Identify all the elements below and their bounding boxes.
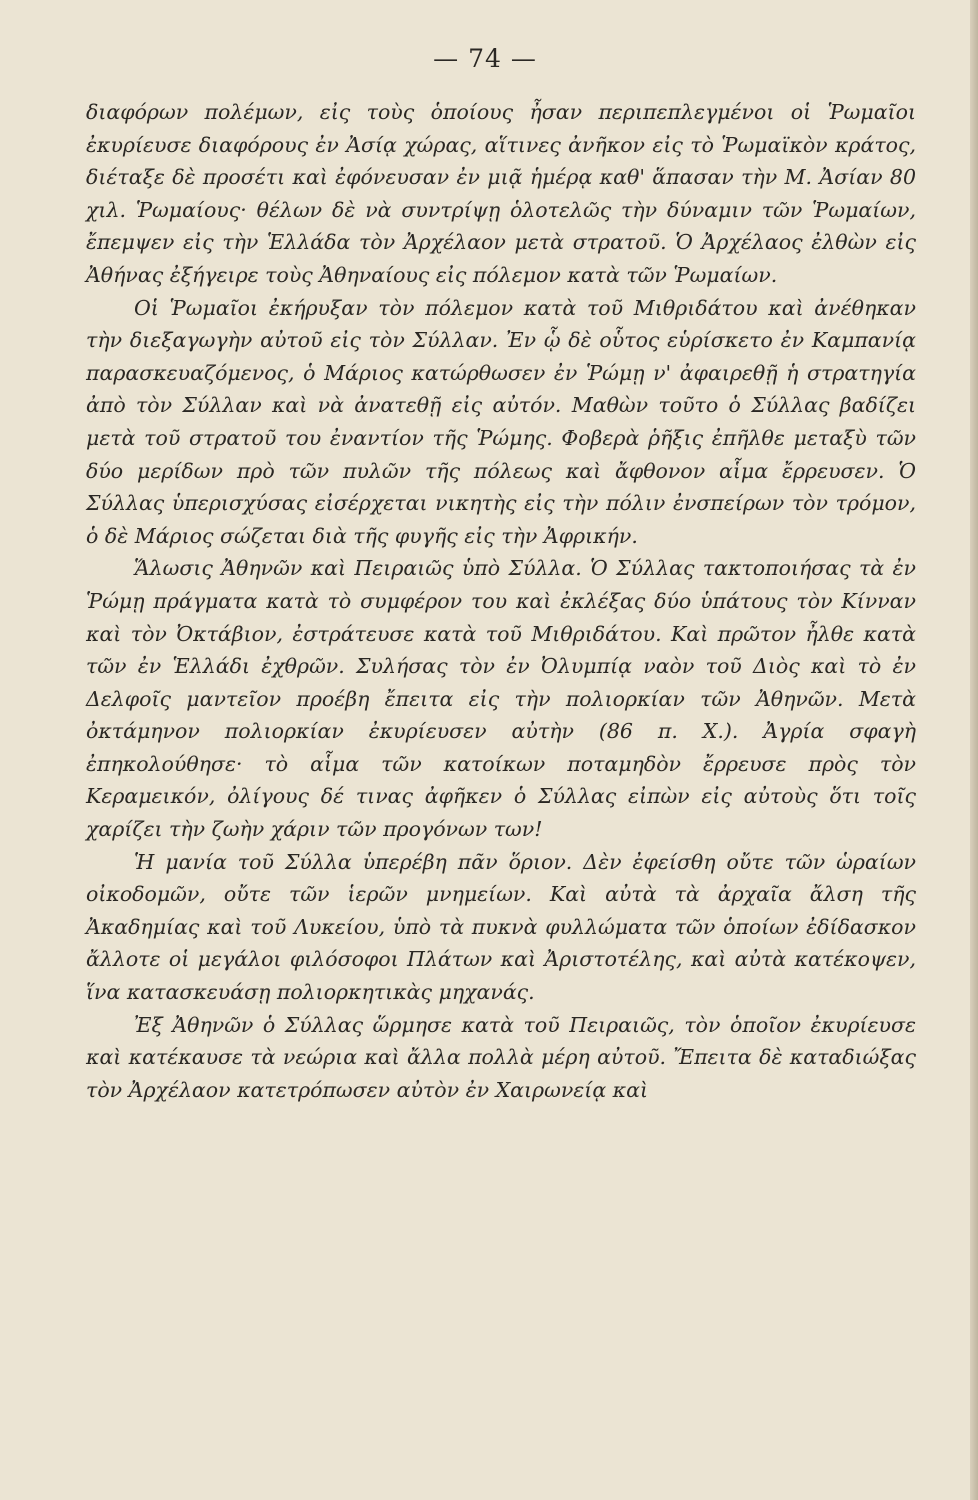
- body-text: [86, 96, 916, 1106]
- paragraph-1: διαφόρων πολέμων, εἰς τοὺς ὁποίους ἦσαν περιπεπλεγμένοι οἱ Ῥωμαῖοι ἐκυρίευσε διαφόρους ἐν Ἀσίᾳ χώρας, αἵτινες ἀνῆκον εἰς τὸ Ῥωμαϊκὸν κράτος, διέταξε δὲ προσέτι καὶ ἐφόνευσαν ἐν μιᾷ ἡμέρᾳ καθ' ἅπασαν τὴν Μ. Ἀσίαν 80 χιλ. Ῥωμαίους· θέλων δὲ νὰ συντρίψῃ ὁλοτελῶς τὴν δύναμιν τῶν Ῥωμαίων, ἔπεμψεν εἰς τὴν Ἑλλάδα τὸν Ἀρχέλαον μετὰ στρατοῦ. Ὁ Ἀρχέλαος ἐλθὼν εἰς Ἀθήνας ἐξήγειρε τοὺς Ἀθηναίους εἰς πόλεμον κατὰ τῶν Ῥωμαίων.: [86, 100, 916, 287]
- page-number: — 74 —: [433, 44, 537, 73]
- paragraph-2: Οἱ Ῥωμαῖοι ἐκήρυξαν τὸν πόλεμον κατὰ τοῦ Μιθριδάτου καὶ ἀνέθηκαν τὴν διεξαγωγὴν αὐτοῦ εἰς τὸν Σύλλαν. Ἐν ᾧ δὲ οὗτος εὑρίσκετο ἐν Καμπανίᾳ παρασκευαζόμενος, ὁ Μάριος κατώρθωσεν ἐν Ῥώμῃ ν' ἀφαιρεθῇ ἡ στρατηγία ἀπὸ τὸν Σύλλαν καὶ νὰ ἀνατεθῇ εἰς αὐτόν. Μαθὼν τοῦτο ὁ Σύλλας βαδίζει μετὰ τοῦ στρατοῦ του ἐναντίον τῆς Ῥώμης. Φοβερὰ ῥῆξις ἐπῆλθε μεταξὺ τῶν δύο μερίδων πρὸ τῶν πυλῶν τῆς πόλεως καὶ ἄφθονον αἷμα ἔρρευσεν. Ὁ Σύλλας ὑπερισχύσας εἰσέρχεται νικητὴς εἰς τὴν πόλιν ἐνσπείρων τὸν τρόμον, ὁ δὲ Μάριος σώζεται διὰ τῆς φυγῆς εἰς τὴν Ἀφρικήν.: [86, 295, 916, 548]
- paragraph-3: Ἅλωσις Ἀθηνῶν καὶ Πειραιῶς ὑπὸ Σύλλα. Ὁ Σύλλας τακτοποιήσας τὰ ἐν Ῥώμῃ πράγματα κατὰ τὸ συμφέρον του καὶ ἐκλέξας δύο ὑπάτους τὸν Κίνναν καὶ τὸν Ὀκτάβιον, ἐστράτευσε κατὰ τοῦ Μιθριδάτου. Καὶ πρῶτον ἦλθε κατὰ τῶν ἐν Ἑλλάδι ἐχθρῶν. Συλήσας τὸν ἐν Ὀλυμπίᾳ ναὸν τοῦ Διὸς καὶ τὸ ἐν Δελφοῖς μαντεῖον προέβη ἔπειτα εἰς τὴν πολιορκίαν τῶν Ἀθηνῶν. Μετὰ ὀκτάμηνον πολιορκίαν ἐκυρίευσεν αὐτὴν (86 π. Χ.). Ἀγρία σφαγὴ ἐπηκολούθησε· τὸ αἷμα τῶν κατοίκων ποταμηδὸν ἔρρευσε πρὸς τὸν Κεραμεικόν, ὀλίγους δέ τινας ἀφῆκεν ὁ Σύλλας εἰπὼν εἰς αὐτοὺς ὅτι τοῖς χαρίζει τὴν ζωὴν χάριν τῶν προγόνων των!: [86, 556, 916, 842]
- paragraph-4: Ἡ μανία τοῦ Σύλλα ὑπερέβη πᾶν ὅριον. Δὲν ἐφείσθη οὔτε τῶν ὡραίων οἰκοδομῶν, οὔτε τῶν ἱερῶν μνημείων. Καὶ αὐτὰ τὰ ἀρχαῖα ἄλση τῆς Ἀκαδημίας καὶ τοῦ Λυκείου, ὑπὸ τὰ πυκνὰ φυλλώματα τῶν ὁποίων ἐδίδασκον ἄλλοτε οἱ μεγάλοι φιλόσοφοι Πλάτων καὶ Ἀριστοτέλης, καὶ αὐτὰ κατέκοψεν, ἵνα κατασκευάσῃ πολιορκητικὰς μηχανάς.: [86, 849, 916, 1005]
- paragraph-5: Ἐξ Ἀθηνῶν ὁ Σύλλας ὥρμησε κατὰ τοῦ Πειραιῶς, τὸν ὁποῖον ἐκυρίευσε καὶ κατέκαυσε τὰ νεώρια καὶ ἄλλα πολλὰ μέρη αὐτοῦ. Ἔπειτα δὲ καταδιώξας τὸν Ἀρχέλαον κατετρόπωσεν αὐτὸν ἐν Χαιρωνείᾳ καὶ: [86, 1012, 916, 1102]
- page-edge: [970, 0, 978, 1500]
